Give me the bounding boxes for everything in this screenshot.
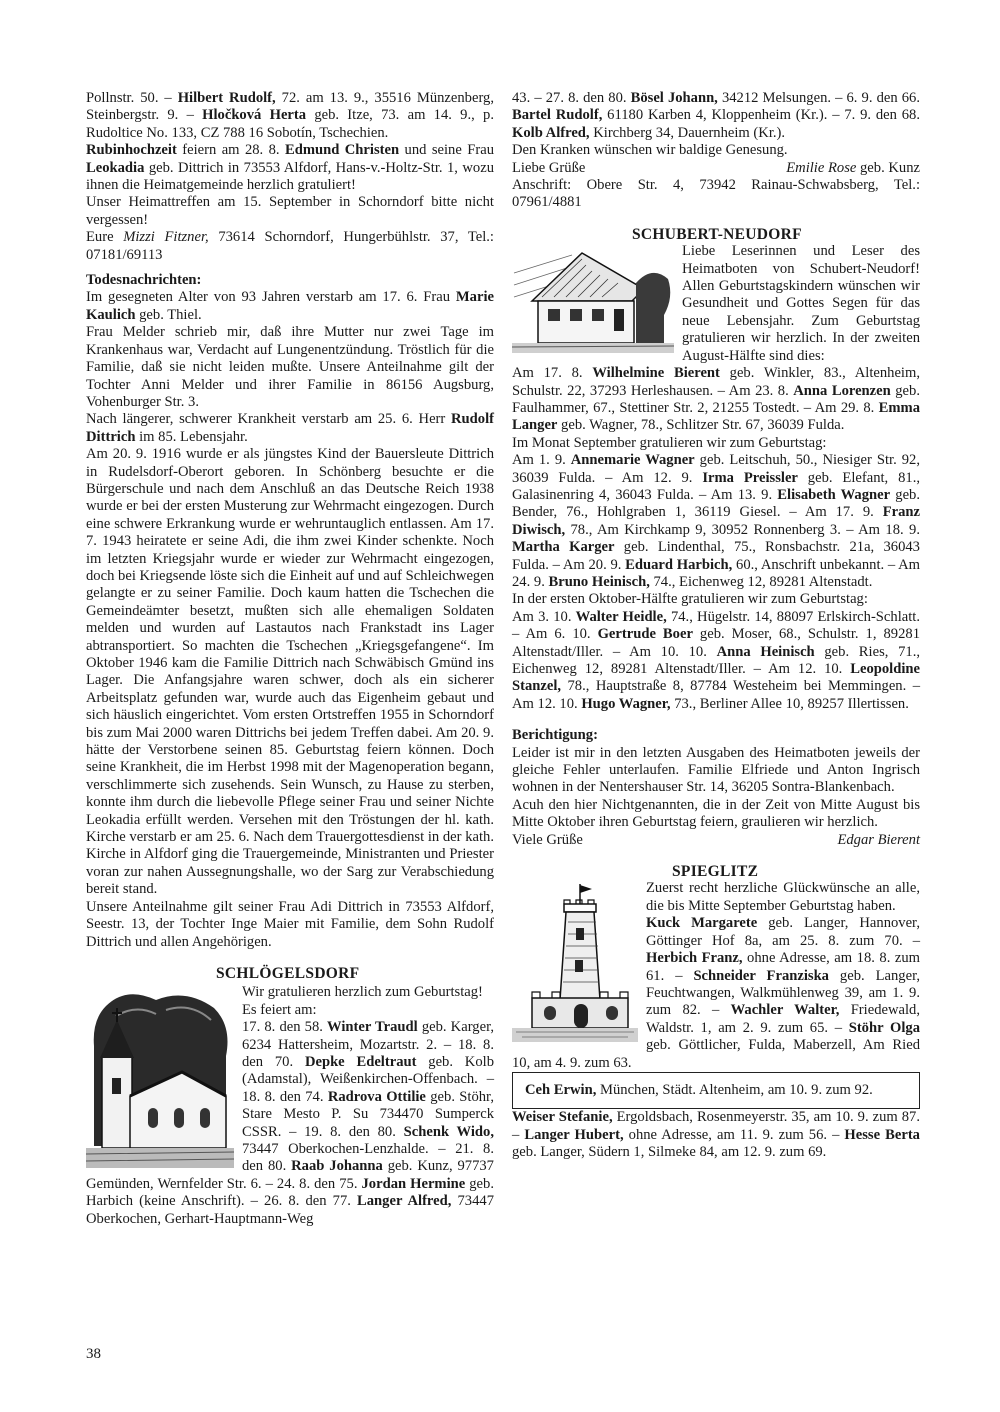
- schloegelsdorf-section: [86, 984, 494, 1228]
- correction-text: Leider ist mir in den letzten Ausgaben des Heimatboten jeweils der gleiche Fehler unterlaufen. Familie Elfriede und Anton Ingrisch wohnen in der Nentershauser Str. 14, 36205 Sontra-Blankenbach.: [512, 744, 920, 796]
- address-line: Anschrift: Obere Str. 4, 73942 Rainau-Schwabsberg, Tel.: 07961/4881: [512, 177, 920, 211]
- deaths-heading: Todesnachrichten:: [86, 272, 202, 289]
- schloegelsdorf-heading: SCHLÖGELSDORF: [216, 964, 360, 982]
- spieglitz-more-entries: Weiser Stefanie, Ergoldsbach, Rosenmeyerstr. 35, am 10. 9. zum 87. – Langer Hubert, ohne Adresse, am 11. 9. zum 56. – Hesse Berta geb. Langer, Südern 1, Silmeke 84, am 12. 9. zum 69.: [512, 1109, 921, 1161]
- intro-paragraph: Pollnstr. 50. – Hilbert Rudolf, 72. am 13. 9., 35516 Münzenberg, Steinbergstr. 9. – Hločková Herta geb. Itze, 73. am 14. 9., p. Rudoltice No. 133, CZ 788 16 Sobotín, Tschechien.: [86, 90, 495, 141]
- ruby-wedding-paragraph: Rubinhochzeit feiern am 28. 8. Edmund Christen und seine Frau Leokadia geb. Dittrich in 73553 Alfdorf, Hans-v.-Holtz-Str. 1, wozu ihnen die Heimatgemeinde herzlich gratuliert!: [86, 142, 494, 194]
- death-dittrich-text: Am 20. 9. 1916 wurde er als jüngstes Kind der Bauersleute Dittrich in Rudelsdorf-Oberort geboren. In Schönberg besuchte er die Bürgerschule und nach dem Anschluß an das Deutsche Reich 1938 wurde er bei der ersten Musterung zur Wehrmacht eingezogen. Durch eine schwere Erkrankung wurde er wehruntauglich entlassen. Am 17. 7. 1943 heiratete er seine Adi, die ihm zwei Kinder schenkte. Noch im letzten Kriegsjahr wurde er wieder zur Wehrmacht eingezogen, doch bei Kriegsende löste sich die Einheit auf und auf Schleichwegen gelangte er zu seiner Familie. Doch kaum hatten die Tschechen die Gemeindeämter besetzt, mußten sich alle ehemaligen Soldaten melden und wurden auf Lastautos nach Frankstadt ins Lager abtransportiert. So machten die Tschechen „Kriegsgefangene“. Im Oktober 1946 kam die Familie Dittrich nach Schwäbisch Gmünd ins Lager. Die Anfangsjahre waren schwer, doch als ein sicherer Arbeitsplatz gefunden war, wurde auch das Eigenheim gebaut und sich häuslich eingerichtet. Vom ersten Ortstreffen 1955 in Schorndorf bis zum Mai 2000 waren Dittrichs bei jedem Treffen dabei. Am 20. 9. hätte der Verstorbene seinen 85. Geburtstag feiern können. Doch seine Krankheit, die im Herbst 1998 mit der Magenoperation begann, verschlimmerte sich zusehends. Sein Wunsch, zu Hause zu sterben, konnte ihm durch die liebevolle Pflege seiner Frau und seiner Nichte Leokadia erfüllt werden. Versehen mit den Tröstungen der hl. kath. Kirche verstarb er am 25. 6. Nach dem Trauergottesdienst in der kath. Kirche in Alfdorf ging die Trauergemeinde, Ministranten und Priester voran zur nahen Aussegnungshalle, wo der Sarg zur Verabschiedung bereit stand.: [86, 446, 494, 898]
- schloegelsdorf-entries: 17. 8. den 58. Winter Traudl geb. Karger, 6234 Hattersheim, Mozartstr. 2. – 18. 8. den 70. Depke Edeltraut geb. Kolb (Adamstal), Weißenkirchen-Offenbach. – 18. 8. den 74. Radrova Ottilie geb. Stöhr, Stare Mesto P. Su 734470 Sumperck CSSR. – 19. 8. den 80. Schenk Wido, 73447 Oberkochen-Lenzhalde. – 21. 8. den 80. Raab Johanna geb. Kunz, 97737 Gemünden, Wernfelder Str. 6. – 24. 8. den 75. Jordan Hermine geb. Harbich (keine Anschrift). – 26. 8. den 77. Langer Alfred, 73447 Oberkochen, Gerhart-Hauptmann-Weg: [86, 1019, 494, 1227]
- house-illustration: [512, 245, 674, 353]
- meeting-reminder: Unser Heimattreffen am 15. September in Schorndorf bitte nicht vergessen!: [86, 194, 494, 228]
- correction-heading: Berichtigung:: [512, 727, 598, 744]
- schloegelsdorf-intro: Es feiert am:: [242, 1001, 317, 1018]
- schubert-august: Am 17. 8. Wilhelmine Bierent geb. Winkler, 83., Altenheim, Schulstr. 22, 37293 Herleshausen. – Am 23. 8. Anna Lorenzen geb. Faulhammer, 67., Stettiner Str. 2, 21255 Tostedt. – Am 29. 8. Emma Langer geb. Wagner, 78., Schlitzer Str. 67, 36039 Fulda.: [512, 365, 920, 434]
- schubert-intro: Liebe Leserinnen und Leser des Heimatboten von Schubert-Neudorf! Allen Geburtstagskindern wünschen wir Gesundheit und Gottes Segen für das neue Lebensjahr. Zum Geburtstag gratulieren wir herzlich. In der zweiten August-Hälfte sind dies:: [682, 243, 920, 364]
- schubert-neudorf-heading: SCHUBERT-NEUDORF: [632, 225, 802, 243]
- spieglitz-entries: Kuck Margarete geb. Langer, Hannover, Göttinger Hof 8a, am 25. 8. zum 70. – Herbich Franz, ohne Adresse, am 18. 8. zum 61. – Schneider Franziska geb. Langer, Feuchtwangen, Walkmühlenweg 39, am 1. 9. zum 82. – Wachler Walter, Friedewald, Waldstr. 1, am 2. 9. zum 65. – Stöhr Olga geb. Göttlicher, Fulda, Maberzell, Am Ried 10, am 4. 9. zum 63.: [512, 915, 920, 1071]
- schubert-september-intro: Im Monat September gratulieren wir zum Geburtstag:: [512, 434, 827, 451]
- right-column: [512, 90, 920, 1162]
- also-greeting: Acuh den hier Nichtgenannten, die in der Zeit von Mitte August bis Mitte Oktober ihren Geburtstag feiern, graulieren wir herzlich.: [512, 796, 920, 831]
- spieglitz-intro: Zuerst recht herzliche Glückwünsche an alle, die bis Mitte September Geburtstag haben.: [646, 880, 920, 914]
- left-column: [86, 90, 494, 1228]
- death-dittrich: Nach längerer, schwerer Krankheit verstarb am 25. 6. Herr Rudolf Dittrich im 85. Lebensjahr.: [86, 411, 494, 445]
- death-kaulich-text: Frau Melder schrieb mir, daß ihre Mutter nur zwei Tage im Krankenhaus war, Verdacht auf Lungenentzündung. Tröstlich für die Familie, daß sie nicht leiden mußte. Unsere Anteilnahme gilt der Tochter Anni Melder und ihrer Familie in 86156 Augsburg, Vohenburger Str. 3.: [86, 324, 494, 410]
- continuation-paragraph: 43. – 27. 8. den 80. Bösel Johann, 34212 Melsungen. – 6. 9. den 66. Bartel Rudolf, 61180 Karben 4, Kloppenheim (Kr.). – 7. 9. den 68. Kolb Alfred, Kirchberg 34, Dauernheim (Kr.).: [512, 90, 920, 141]
- get-well-wish: Den Kranken wünschen wir baldige Genesung.: [512, 142, 788, 159]
- signature-fitzner: Eure Mizzi Fitzner, 73614 Schorndorf, Hungerbühlstr. 37, Tel.: 07181/69113: [86, 229, 494, 263]
- condolence-paragraph: Unsere Anteilnahme gilt seiner Frau Adi Dittrich in 73553 Alfdorf, Seestr. 13, der Tochter Inge Maier mit Familie, dem Sohn Rudolf Dittrich und allen Angehörigen.: [86, 898, 494, 950]
- schubert-october-intro: In der ersten Oktober-Hälfte gratulieren wir zum Geburtstag:: [512, 591, 868, 608]
- page-number: 38: [86, 1346, 101, 1362]
- schubert-september: Am 1. 9. Annemarie Wagner geb. Leitschuh, 50., Niesiger Str. 92, 36039 Fulda. – Am 12. 9. Irma Preissler geb. Elefant, 81., Galasinenring 4, 36043 Fulda. – Am 13. 9. Elisabeth Wagner geb. Bender, 76., Hohlgraben 1, 36119 Giesel. – Am 17. 9. Franz Diwisch, 78., Am Kirchkamp 9, 30952 Ronnenberg 3. – Am 18. 9. Martha Karger geb. Lindenthal, 75., Ronsbachstr. 21a, 36043 Fulda. – Am 20. 9. Eduard Harbich, 60., Anschrift unbekannt. – Am 24. 9. Bruno Heinisch, 74., Eichenweg 12, 89281 Altenstadt.: [512, 452, 921, 590]
- death-kaulich: Im gesegneten Alter von 93 Jahren verstarb am 17. 6. Frau Marie Kaulich geb. Thiel.: [86, 289, 494, 323]
- regards-line: Liebe Grüße Emilie Rose geb. Kunz: [512, 159, 920, 176]
- schubert-october: Am 3. 10. Walter Heidle, 74., Hügelstr. 14, 88097 Erlskirch-Schlatt. – Am 6. 10. Gertrude Boer geb. Moser, 68., Schulstr. 1, 89281 Altenstadt/Iller. – Am 10. 10. Anna Heinisch geb. Ries, 71., Eichenweg 12, 89281 Altenstadt/Iller. – Am 12. 10. Leopoldine Stanzel, 78., Hauptstraße 8, 87784 Westeheim bei Memmingen. – Am 12. 10. Hugo Wagner, 73., Berliner Allee 10, 89257 Illertissen.: [512, 608, 920, 712]
- schloegelsdorf-greeting: Wir gratulieren herzlich zum Geburtstag!: [242, 984, 483, 1001]
- church-illustration: [86, 986, 234, 1168]
- boxed-birthday-notice: Ceh Erwin, München, Städt. Altenheim, am 10. 9. zum 92.: [512, 1072, 920, 1109]
- schubert-signoff: Viele Grüße Edgar Bierent: [512, 831, 920, 848]
- tower-illustration: [512, 882, 638, 1042]
- spieglitz-heading: SPIEGLITZ: [672, 863, 759, 881]
